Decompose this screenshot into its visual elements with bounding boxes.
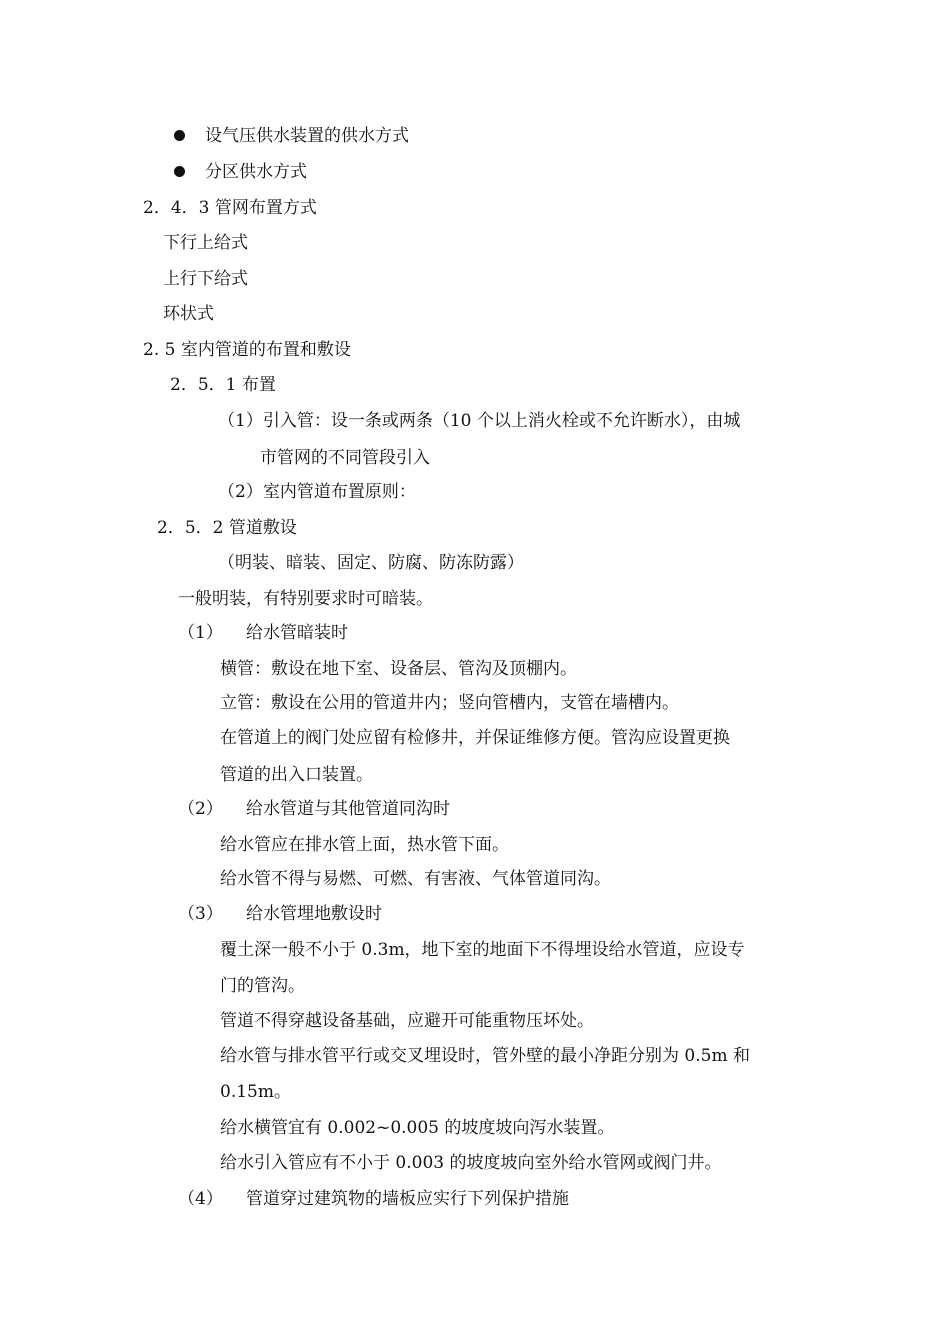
item-number: （1） bbox=[178, 623, 223, 643]
section-heading-2-4-3: 2．4．3 管网布置方式 bbox=[143, 198, 317, 218]
paragraph-line: 给水横管宜有 0.002~0.005 的坡度坡向泻水装置。 bbox=[220, 1118, 615, 1138]
bullet-icon bbox=[174, 166, 185, 177]
paragraph-line: （1）引入管：设一条或两条（10 个以上消火栓或不允许断水），由城 bbox=[218, 411, 741, 431]
section-heading-2-5: 2. 5 室内管道的布置和敷设 bbox=[143, 340, 351, 360]
paragraph-line: 给水管与排水管平行或交叉埋设时，管外壁的最小净距分别为 0.5m 和 bbox=[220, 1046, 750, 1066]
paragraph-line: （2）室内管道布置原则： bbox=[218, 482, 416, 502]
paragraph-line: 覆土深一般不小于 0.3m，地下室的地面下不得埋设给水管道，应设专 bbox=[220, 940, 745, 960]
paragraph-line: 给水管不得与易燃、可燃、有害液、气体管道同沟。 bbox=[220, 869, 611, 889]
list-item: 下行上给式 bbox=[163, 233, 248, 253]
bullet-text: 分区供水方式 bbox=[205, 162, 307, 182]
item-title: 给水管埋地敷设时 bbox=[246, 904, 382, 924]
paragraph-line: 0.15m。 bbox=[220, 1082, 291, 1102]
paragraph-line: 一般明装，有特别要求时可暗装。 bbox=[178, 589, 433, 609]
item-number: （2） bbox=[178, 799, 223, 819]
item-title: 给水管道与其他管道同沟时 bbox=[246, 799, 450, 819]
paragraph-line: 在管道上的阀门处应留有检修井，并保证维修方便。管沟应设置更换 bbox=[220, 728, 730, 748]
paragraph-line: 管道的出入口装置。 bbox=[220, 765, 373, 785]
paragraph-line: 给水引入管应有不小于 0.003 的坡度坡向室外给水管网或阀门井。 bbox=[220, 1153, 722, 1173]
list-item: 上行下给式 bbox=[163, 269, 248, 289]
section-heading-2-5-1: 2．5．1 布置 bbox=[170, 375, 276, 395]
bullet-icon bbox=[174, 130, 185, 141]
paragraph-line: 门的管沟。 bbox=[220, 976, 305, 996]
paragraph-line: 立管：敷设在公用的管道井内；竖向管槽内，支管在墙槽内。 bbox=[220, 693, 679, 713]
bullet-text: 设气压供水装置的供水方式 bbox=[205, 126, 409, 146]
paragraph-line: 横管：敷设在地下室、设备层、管沟及顶棚内。 bbox=[220, 659, 577, 679]
section-heading-2-5-2: 2．5．2 管道敷设 bbox=[157, 518, 297, 538]
paragraph-line: 市管网的不同管段引入 bbox=[260, 448, 430, 468]
paragraph-line: 给水管应在排水管上面，热水管下面。 bbox=[220, 835, 509, 855]
item-number: （3） bbox=[178, 904, 223, 924]
list-item: 环状式 bbox=[163, 304, 214, 324]
item-title: 管道穿过建筑物的墙板应实行下列保护措施 bbox=[246, 1189, 569, 1209]
item-number: （4） bbox=[178, 1189, 223, 1209]
item-title: 给水管暗装时 bbox=[246, 623, 348, 643]
paragraph-line: 管道不得穿越设备基础，应避开可能重物压坏处。 bbox=[220, 1011, 594, 1031]
paragraph-line: （明装、暗装、固定、防腐、防冻防露） bbox=[218, 553, 524, 573]
